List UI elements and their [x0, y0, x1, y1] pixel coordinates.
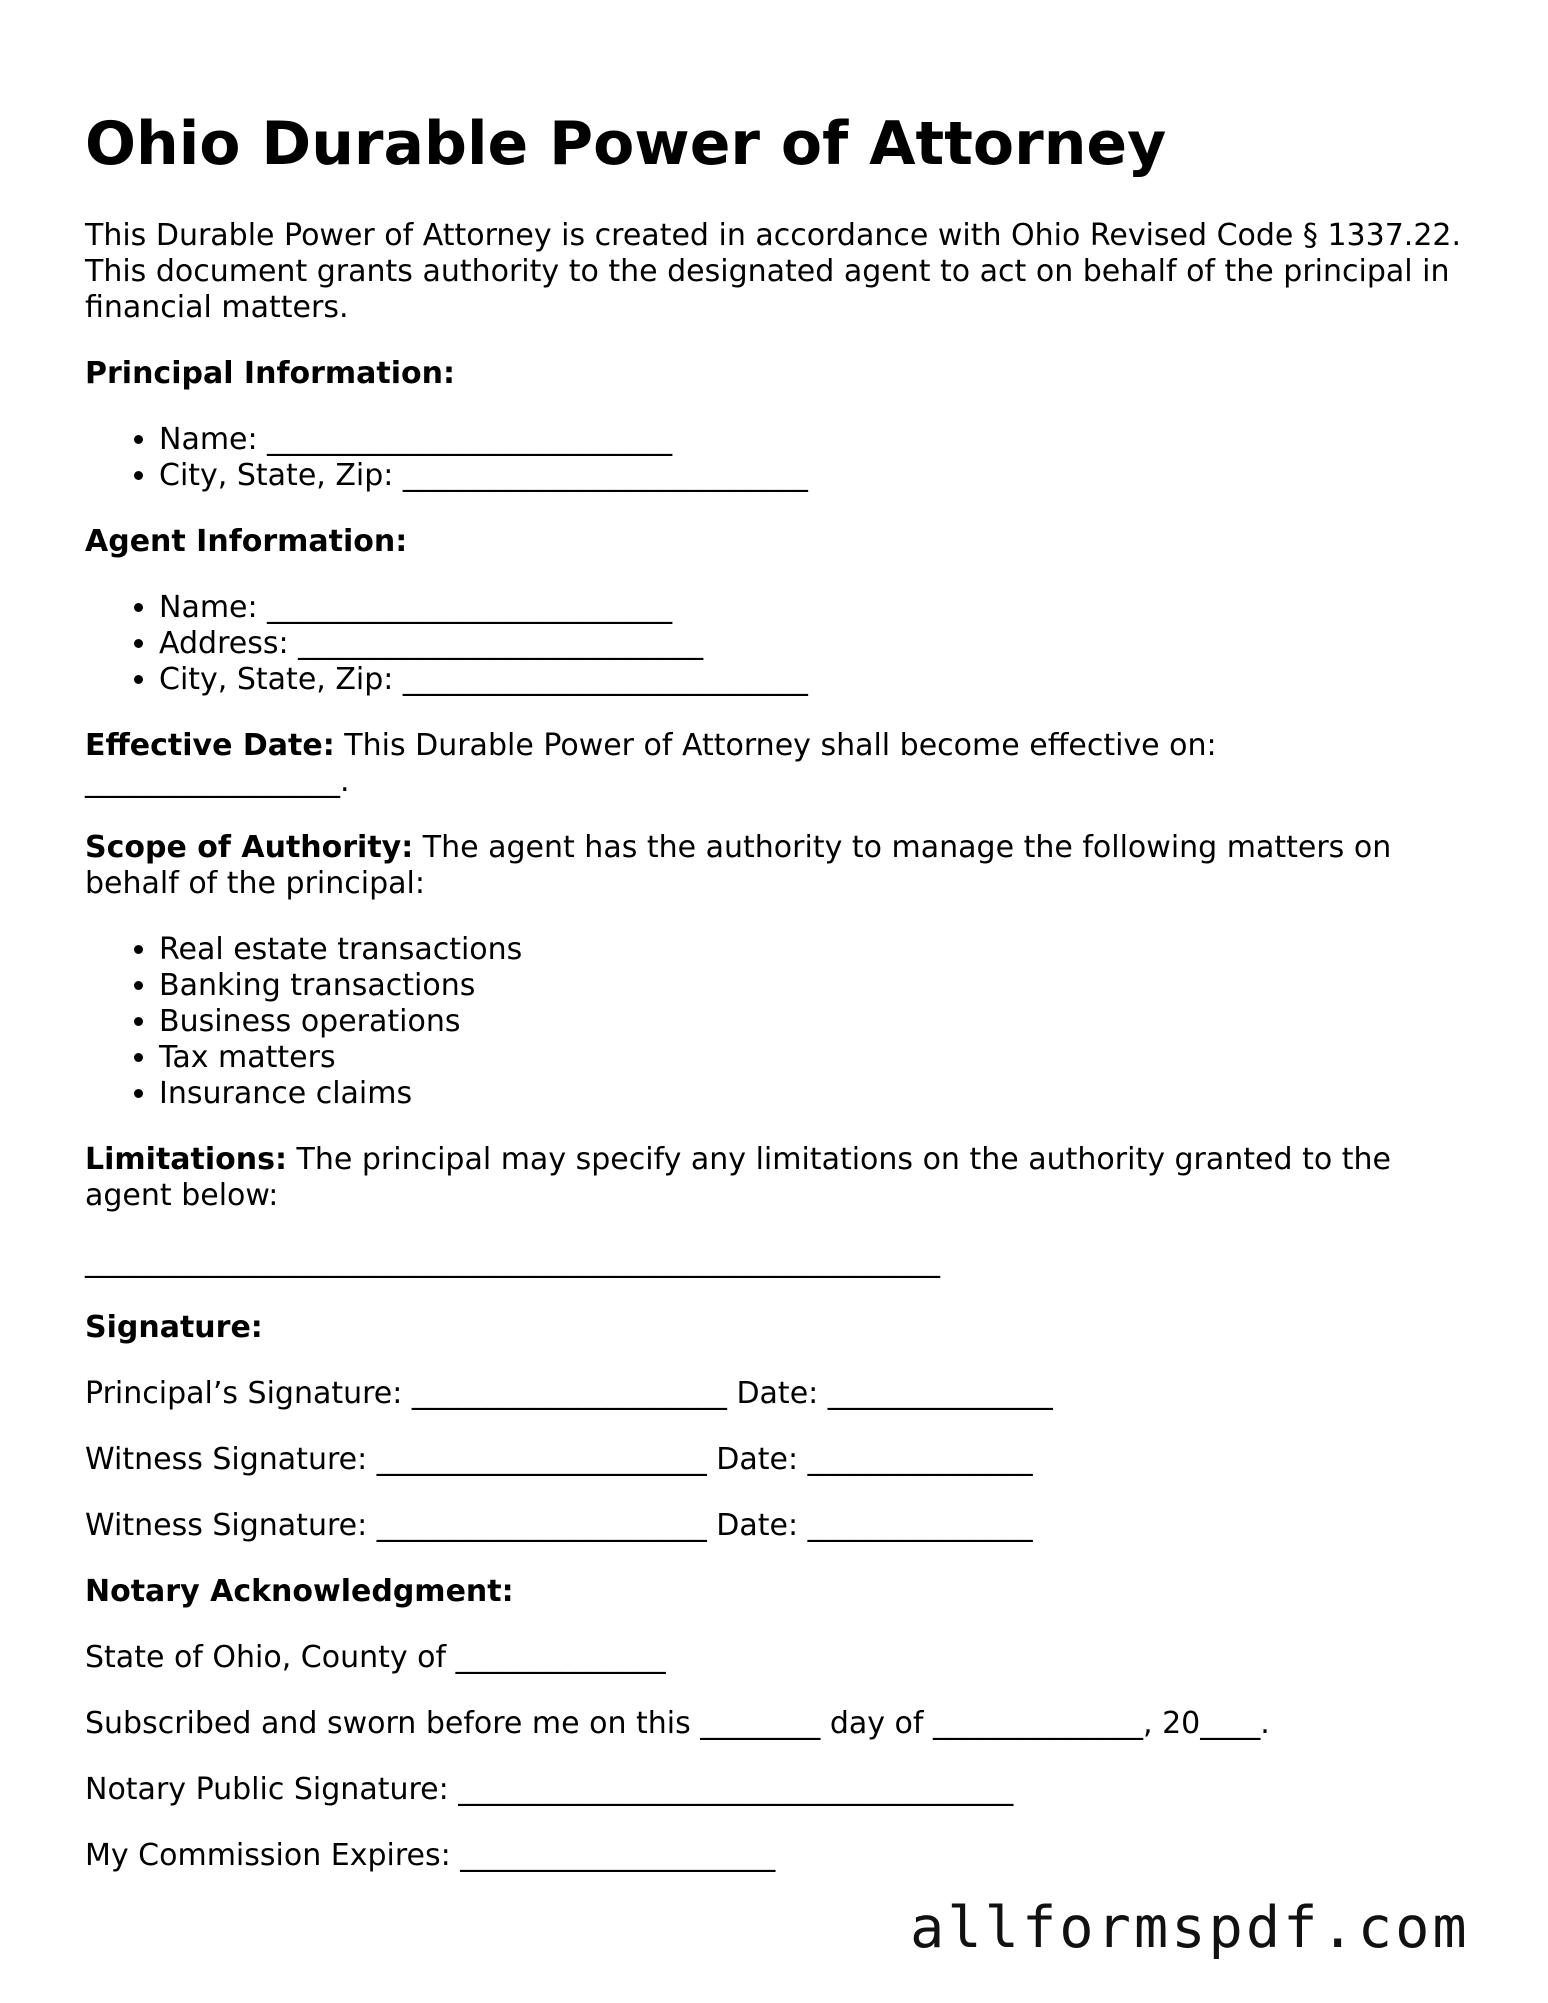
witness-signature-row: Witness Signature: ______________________ Date: _______________ — [85, 1508, 1033, 1543]
limitations-text: The principal may specify any limitations on the authority granted to the agent below: — [85, 1142, 1391, 1213]
notary-county-row: State of Ohio, County of ______________ — [85, 1640, 666, 1675]
principal-city-state-zip-field: • City, State, Zip: ___________________________ — [159, 458, 1465, 494]
notary-heading: Notary Acknowledgment: — [85, 1574, 514, 1609]
effective-date-text: This Durable Power of Attorney shall become effective on: _________________. — [85, 728, 1217, 799]
scope-item: • Business operations — [159, 1004, 1465, 1040]
principal-heading: Principal Information: — [85, 356, 456, 391]
document-page — [85, 108, 1465, 1904]
agent-fields-list — [85, 590, 1465, 698]
scope-text: The agent has the authority to manage the following matters on behalf of the principal: — [85, 830, 1392, 901]
witness-signature-row: Witness Signature: ______________________ Date: _______________ — [85, 1442, 1033, 1477]
limitations-label: Limitations: — [85, 1142, 287, 1177]
agent-address-field: • Address: ___________________________ — [159, 626, 1465, 662]
agent-heading: Agent Information: — [85, 524, 408, 559]
notary-commission-row: My Commission Expires: _____________________ — [85, 1838, 776, 1873]
scope-item: • Tax matters — [159, 1040, 1465, 1076]
signature-heading: Signature: — [85, 1310, 263, 1345]
notary-sworn-row: Subscribed and sworn before me on this ________ day of ______________, 20____. — [85, 1706, 1270, 1741]
scope-item: • Banking transactions — [159, 968, 1465, 1004]
intro-paragraph: This Durable Power of Attorney is created in accordance with Ohio Revised Code § 1337.22. This document grants authority to the designated agent to act on behalf of the principal in financial matters. — [85, 218, 1462, 325]
watermark-text: allformspdf.com — [910, 1895, 1470, 1961]
agent-city-state-zip-field: • City, State, Zip: ___________________________ — [159, 662, 1465, 698]
principal-name-field: • Name: ___________________________ — [159, 422, 1465, 458]
scope-paragraph — [85, 830, 1465, 902]
limitations-paragraph — [85, 1142, 1465, 1214]
scope-items-list — [85, 932, 1465, 1112]
principal-signature-row: Principal’s Signature: _____________________ Date: _______________ — [85, 1376, 1053, 1411]
agent-name-field: • Name: ___________________________ — [159, 590, 1465, 626]
effective-date-paragraph — [85, 728, 1465, 800]
scope-item: • Insurance claims — [159, 1076, 1465, 1112]
limitations-blank-line: _________________________________________________________ — [85, 1244, 940, 1279]
principal-fields-list — [85, 422, 1465, 494]
scope-label: Scope of Authority: — [85, 830, 414, 865]
document-title: Ohio Durable Power of Attorney — [85, 109, 1167, 179]
scope-item: • Real estate transactions — [159, 932, 1465, 968]
notary-signature-row: Notary Public Signature: _____________________________________ — [85, 1772, 1014, 1807]
effective-date-label: Effective Date: — [85, 728, 335, 763]
